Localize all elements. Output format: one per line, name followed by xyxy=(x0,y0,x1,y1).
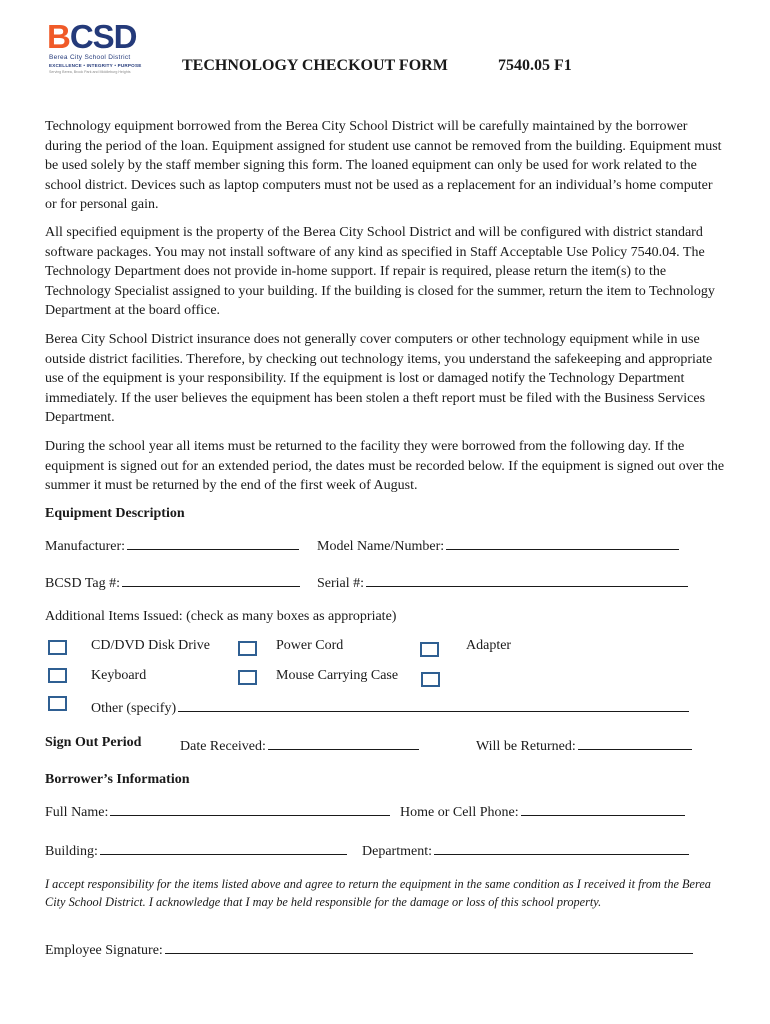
logo-letters xyxy=(47,20,137,54)
return-date-label: Will be Returned: xyxy=(476,739,576,754)
mouse-carrying-case-label: Mouse Carrying Case xyxy=(276,668,399,683)
keyboard-label: Keyboard xyxy=(91,668,147,683)
building-row xyxy=(45,840,347,860)
paragraph-returns: During the school year all items must be returned to the facility they were borrowed from the following day. If the equipment is signed out for an extended period, the dates must be recorded below. If the equipment is signed out over the summer it must be returned by the end of the first week of August. xyxy=(45,439,725,493)
other-label: Other (specify) xyxy=(91,701,177,716)
mouse-checkbox[interactable] xyxy=(238,670,257,685)
carrying-case-checkbox[interactable] xyxy=(421,672,440,687)
other-row xyxy=(91,697,689,717)
logo-tagline: Serving Berea, Brook Park and Middleburg Heights xyxy=(49,70,131,74)
date-received-field[interactable] xyxy=(268,735,419,750)
return-date-row xyxy=(476,735,692,755)
logo-subtitle: Berea City School District xyxy=(49,54,131,61)
signature-row xyxy=(45,939,693,959)
department-field[interactable] xyxy=(434,840,689,855)
district-logo xyxy=(47,20,157,74)
equipment-heading: Equipment Description xyxy=(45,506,185,521)
logo-letters-csd: CSD xyxy=(69,18,137,55)
model-field[interactable] xyxy=(446,535,679,550)
additional-items-label: Additional Items Issued: (check as many boxes as appropriate) xyxy=(45,609,397,624)
signout-heading: Sign Out Period xyxy=(45,735,142,750)
disclaimer-text: I accept responsibility for the items listed above and agree to return the equipment in the same condition as I received it from the Berea City School District. I acknowledge that I may be held responsible for the damage or loss of this school property. xyxy=(45,877,711,909)
cd-dvd-checkbox[interactable] xyxy=(48,640,67,655)
department-label: Department: xyxy=(362,844,432,859)
full-name-field[interactable] xyxy=(110,801,390,816)
logo-letter-b: B xyxy=(47,18,70,55)
tag-label: BCSD Tag #: xyxy=(45,576,120,591)
model-row xyxy=(317,535,679,555)
phone-field[interactable] xyxy=(521,801,685,816)
paragraph-insurance: Berea City School District insurance does not generally cover computers or other technology equipment while in use outside district facilities. Therefore, by checking out technology items, you understand the safekeeping and appropriate use of the equipment is your responsibility. If the equipment is lost or damaged notify the Technology Department immediately. If the user believes the equipment has been stolen a theft report must be filed with the Business Services Department. xyxy=(45,332,713,425)
power-cord-label: Power Cord xyxy=(276,638,344,653)
paragraph-loan-terms: Technology equipment borrowed from the Berea City School District will be carefully maintained by the borrower during the period of the loan. Equipment assigned for student use cannot be removed from the building. Equipment must be used solely by the staff member signing this form. The loaned equipment can only be used for work related to the school district. Devices such as laptop computers must not be used as a replacement for an individual’s home computer or for personal gain. xyxy=(45,119,722,212)
manufacturer-row xyxy=(45,535,299,555)
borrower-heading: Borrower’s Information xyxy=(45,772,190,787)
date-received-row xyxy=(180,735,419,755)
paragraph-property: All specified equipment is the property of the Berea City School District and will be configured with district standard software packages. You may not install software of any kind as specified in Staff Acceptable Use Policy 7540.04. The Technology Department does not provide in-home support. If repair is required, please return the item(s) to the Technology Specialist assigned to your building. If the building is closed for the summer, return the item to Technology Department at the board office. xyxy=(45,225,715,318)
other-field[interactable] xyxy=(178,697,689,712)
serial-field[interactable] xyxy=(366,572,688,587)
serial-label: Serial #: xyxy=(317,576,365,591)
keyboard-checkbox[interactable] xyxy=(48,668,67,683)
phone-row xyxy=(400,801,685,821)
phone-label: Home or Cell Phone: xyxy=(400,805,519,820)
logo-motto: EXCELLENCE • INTEGRITY • PURPOSE xyxy=(49,63,142,68)
building-label: Building: xyxy=(45,844,98,859)
tag-field[interactable] xyxy=(122,572,300,587)
serial-row xyxy=(317,572,688,592)
full-name-row xyxy=(45,801,390,821)
power-cord-checkbox[interactable] xyxy=(238,641,257,656)
building-field[interactable] xyxy=(100,840,347,855)
adapter-label: Adapter xyxy=(466,638,512,653)
return-date-field[interactable] xyxy=(578,735,692,750)
full-name-label: Full Name: xyxy=(45,805,109,820)
department-row xyxy=(362,840,689,860)
adapter-checkbox[interactable] xyxy=(420,642,439,657)
signature-field[interactable] xyxy=(165,939,693,954)
manufacturer-field[interactable] xyxy=(127,535,299,550)
cd-dvd-label: CD/DVD Disk Drive xyxy=(91,638,210,653)
model-label: Model Name/Number: xyxy=(317,539,445,554)
form-code: 7540.05 F1 xyxy=(498,57,572,74)
form-title: TECHNOLOGY CHECKOUT FORM xyxy=(182,57,448,74)
other-checkbox[interactable] xyxy=(48,696,67,711)
date-received-label: Date Received: xyxy=(180,739,266,754)
signature-label: Employee Signature: xyxy=(45,943,163,958)
manufacturer-label: Manufacturer: xyxy=(45,539,126,554)
tag-row xyxy=(45,572,300,592)
